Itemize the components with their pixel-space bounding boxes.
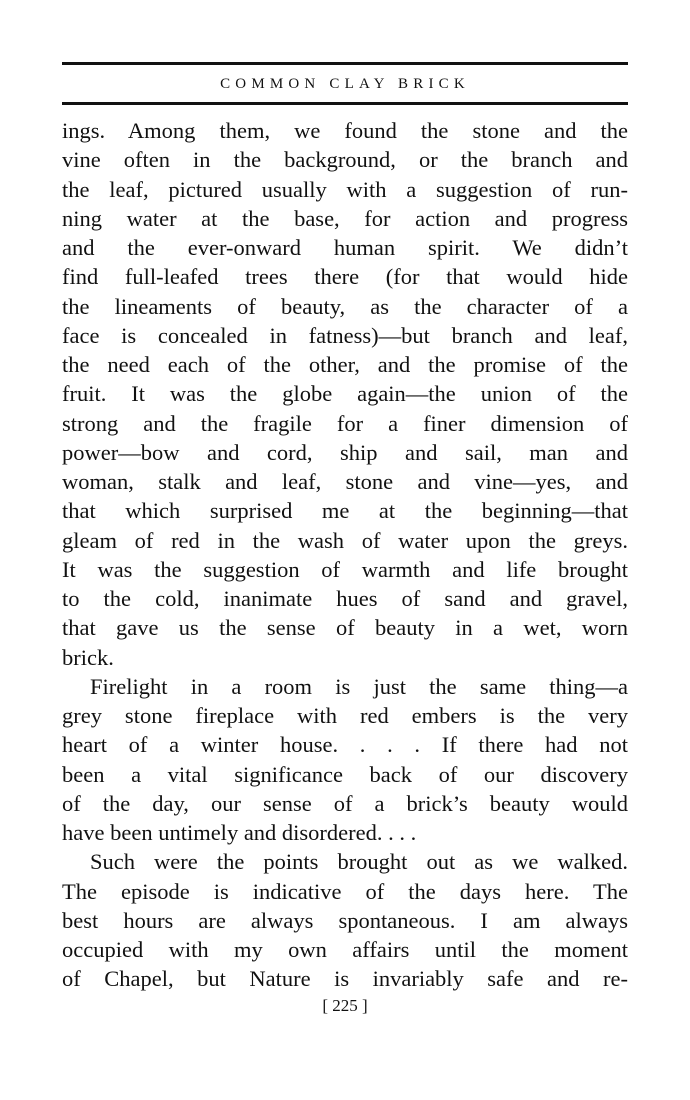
paragraph-3 bbox=[62, 847, 628, 993]
paragraph-2 bbox=[62, 672, 628, 848]
text-line: It was the suggestion of warmth and life brought bbox=[62, 556, 628, 582]
text-line: grey stone fireplace with red embers is the very bbox=[62, 703, 628, 728]
text-line: The episode is indicative of the days here. The bbox=[62, 878, 628, 904]
text-line: of Chapel, but Nature is invariably safe and re- bbox=[62, 966, 628, 992]
text-line: Firelight in a room is just the same thing—a bbox=[90, 673, 628, 699]
text-line: heart of a winter house. . . . If there had not bbox=[62, 732, 628, 758]
text-line: Such were the points brought out as we walked. bbox=[90, 849, 628, 875]
text-line: fruit. It was the globe again—the union of the bbox=[62, 381, 628, 407]
text-line: brick. bbox=[62, 644, 114, 670]
text-line: to the cold, inanimate hues of sand and gravel, bbox=[62, 586, 628, 611]
text-line: of the day, our sense of a brick’s beauty would bbox=[62, 790, 628, 816]
text-line: find full-leafed trees there (for that would hide bbox=[62, 264, 628, 290]
text-line: face is concealed in fatness)—but branch and leaf, bbox=[62, 322, 628, 348]
text-line: ning water at the base, for action and progress bbox=[62, 205, 628, 231]
body-text bbox=[62, 116, 628, 994]
text-line: that gave us the sense of beauty in a wet, worn bbox=[62, 615, 628, 641]
text-line: the need each of the other, and the promise of the bbox=[62, 352, 628, 377]
text-line: woman, stalk and leaf, stone and vine—yes, and bbox=[62, 469, 628, 494]
paragraph-1 bbox=[62, 116, 628, 672]
text-line: have been untimely and disordered. . . . bbox=[62, 820, 417, 845]
text-line: occupied with my own affairs until the moment bbox=[62, 937, 628, 962]
book-page bbox=[62, 0, 628, 1100]
text-line: strong and the fragile for a finer dimension of bbox=[62, 410, 628, 436]
text-line: gleam of red in the wash of water upon the greys. bbox=[62, 527, 628, 553]
text-line: the leaf, pictured usually with a suggestion of run- bbox=[62, 176, 628, 202]
header-top-rule bbox=[62, 62, 628, 65]
text-line: ings. Among them, we found the stone and the bbox=[62, 118, 628, 143]
text-line: best hours are always spontaneous. I am always bbox=[62, 907, 628, 933]
text-line: been a vital significance back of our discovery bbox=[62, 761, 628, 787]
text-line: and the ever-onward human spirit. We didn’t bbox=[62, 235, 628, 260]
text-line: the lineaments of beauty, as the character of a bbox=[62, 293, 628, 319]
text-line: vine often in the background, or the branch and bbox=[62, 147, 628, 173]
header-bottom-rule bbox=[62, 102, 628, 105]
text-line: power—bow and cord, ship and sail, man and bbox=[62, 439, 628, 465]
running-head: COMMON CLAY BRICK bbox=[220, 76, 470, 92]
text-line: that which surprised me at the beginning—that bbox=[62, 498, 628, 524]
page-number: [ 225 ] bbox=[322, 996, 368, 1015]
